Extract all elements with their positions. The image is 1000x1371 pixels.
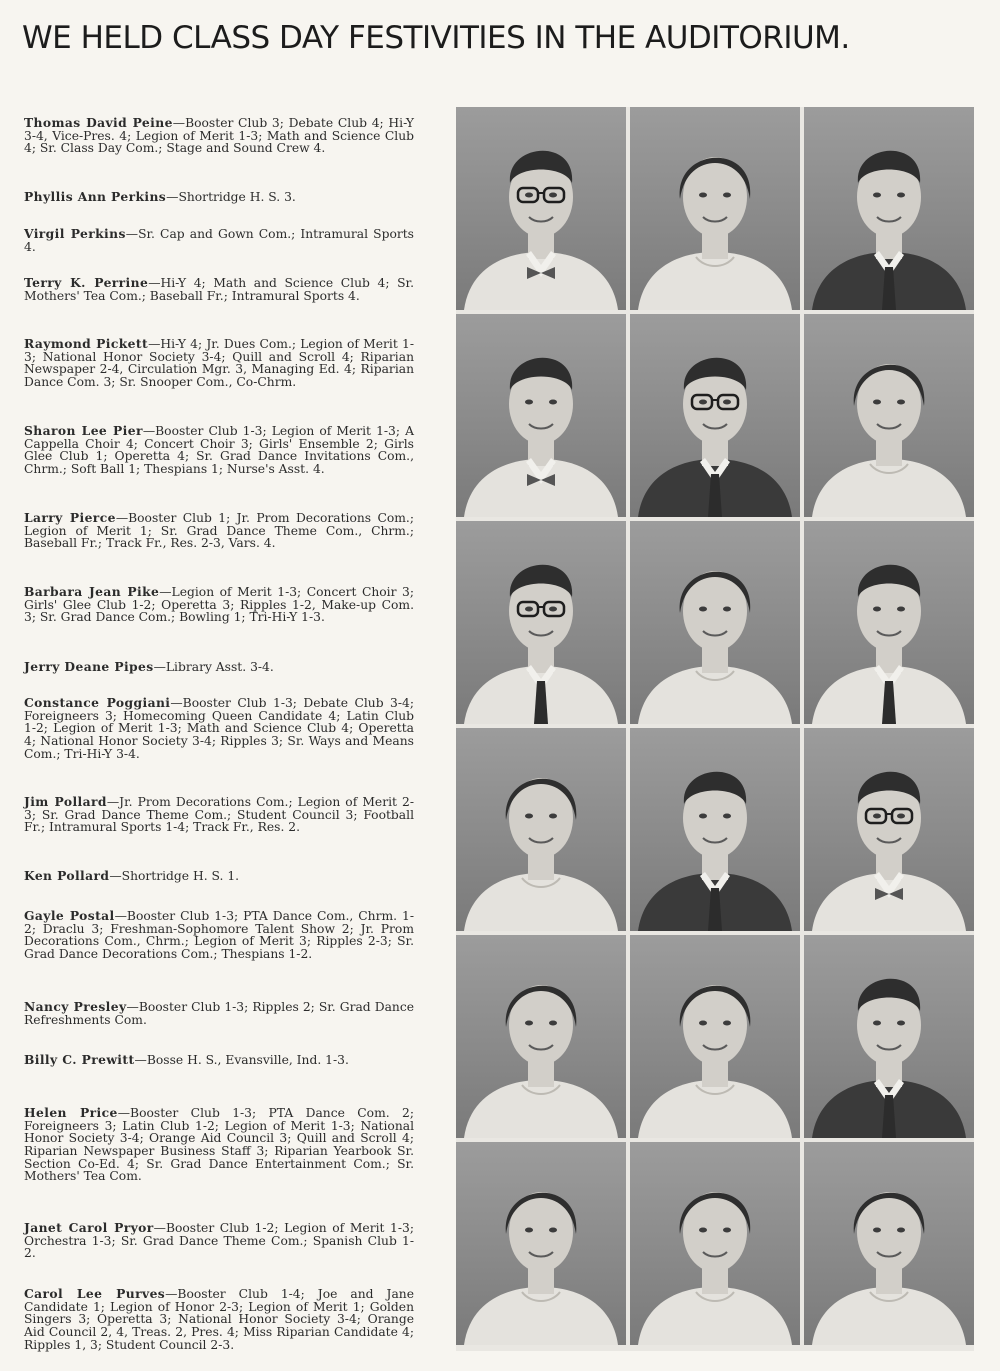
bio-text: —Shortridge H. S. 1. (109, 869, 240, 884)
student-portrait (456, 935, 626, 1138)
bio-entry (24, 870, 414, 883)
bio-entry (24, 1001, 414, 1026)
bio-name: Jim Pollard (24, 794, 107, 810)
bio-entry (24, 338, 414, 388)
student-portrait (456, 1142, 626, 1345)
bio-text: —Booster Club 1-2; Legion of Merit 1-3; Orchestra 1-3; Sr. Grad Dance Theme Com.; Spanish Club 1-2. (24, 1221, 414, 1261)
student-portrait (804, 521, 974, 724)
bio-text: —Shortridge H. S. 3. (166, 190, 296, 205)
bio-text: —Jr. Prom Decorations Com.; Legion of Merit 2-3; Sr. Grad Dance Theme Com.; Student Council 3; Football Fr.; Intramural Sports 1-4; Track Fr., Res. 2. (24, 795, 414, 835)
bio-name: Virgil Perkins (24, 226, 126, 242)
bio-entry (24, 512, 414, 550)
bio-text: —Booster Club 3; Debate Club 4; Hi-Y 3-4, Vice-Pres. 4; Legion of Merit 1-3; Math and Science Club 4; Sr. Class Day Com.; Stage and Sound Crew 4. (24, 116, 414, 156)
student-portrait (804, 107, 974, 310)
bio-text: —Bosse H. S., Evansville, Ind. 1-3. (134, 1053, 349, 1068)
bio-name: Sharon Lee Pier (24, 423, 143, 439)
bio-name: Ken Pollard (24, 868, 110, 884)
bio-name: Janet Carol Pryor (24, 1220, 154, 1236)
bio-name: Gayle Postal (24, 908, 115, 924)
bio-entry (24, 661, 414, 674)
bio-name: Larry Pierce (24, 510, 116, 526)
bio-text: —Booster Club 1-4; Joe and Jane Candidate 1; Legion of Honor 2-3; Legion of Merit 1; Golden Singers 3; Operetta 3; National Honor Society 3-4; Orange Aid Council 2, 4, Treas. 2, Pres. 4; Miss Riparian Candidate 4; Ripples 1, 3; Student Council 2-3. (24, 1287, 414, 1352)
bio-text: —Booster Club 1; Jr. Prom Decorations Com.; Legion of Merit 1; Sr. Grad Dance Theme Com., Chrm.; Baseball Fr.; Track Fr., Res. 2-3, Vars. 4. (24, 511, 414, 551)
student-portrait (630, 728, 800, 931)
bio-entry (24, 277, 414, 302)
bio-name: Carol Lee Purves (24, 1286, 166, 1302)
bio-entry (24, 191, 414, 204)
bio-text: —Library Asst. 3-4. (153, 660, 274, 675)
bio-entry (24, 796, 414, 834)
bio-entry (24, 697, 414, 760)
bio-entry (24, 1288, 414, 1351)
bio-text: —Sr. Cap and Gown Com.; Intramural Sports 4. (24, 227, 414, 254)
bio-text: —Hi-Y 4; Jr. Dues Com.; Legion of Merit 1-3; National Honor Society 3-4; Quill and Scroll 4; Riparian Newspaper 2-4, Circulation Mgr. 3, Managing Ed. 4; Riparian Dance Com. 3; Sr. Snooper Com., Co-Chrm. (24, 337, 414, 390)
bio-name: Nancy Presley (24, 999, 127, 1015)
bio-text: —Booster Club 1-3; Ripples 2; Sr. Grad Dance Refreshments Com. (24, 1000, 415, 1027)
bio-text: —Booster Club 1-3; Debate Club 3-4; Foreigneers 3; Homecoming Queen Candidate 4; Latin Club 1-2; Legion of Merit 1-3; Math and Science Club 4; Operetta 4; National Honor Society 3-4; Ripples 3; Sr. Ways and Means Com.; Tri-Hi-Y 3-4. (24, 696, 414, 761)
page-title: WE HELD CLASS DAY FESTIVITIES IN THE AUDITORIUM. (22, 20, 850, 56)
bio-name: Thomas David Peine (24, 115, 173, 131)
student-portrait (804, 1142, 974, 1345)
student-portrait (630, 1142, 800, 1345)
bio-text: —Booster Club 1-3; PTA Dance Com. 2; Foreigneers 3; Latin Club 1-2; Legion of Merit 1-3; National Honor Society 3-4; Orange Aid Council 3; Quill and Scroll 4; Riparian Newspaper Business Staff 3; Riparian Yearbook Sr. Section Co-Ed. 4; Sr. Grad Dance Entertainment Com.; Sr. Mothers' Tea Com. (24, 1106, 414, 1184)
bio-name: Billy C. Prewitt (24, 1052, 135, 1068)
student-portrait (804, 728, 974, 931)
bio-entry (24, 1054, 414, 1067)
bio-name: Barbara Jean Pike (24, 584, 160, 600)
student-portrait (456, 728, 626, 931)
bio-text: —Booster Club 1-3; PTA Dance Com., Chrm. 1-2; Draclu 3; Freshman-Sophomore Talent Show 2; Jr. Prom Decorations Com., Chrm.; Legion of Merit 3; Ripples 2-3; Sr. Grad Dance Decorations Com.; Thespians 1-2. (24, 909, 414, 962)
student-portrait (456, 521, 626, 724)
student-portrait (804, 935, 974, 1138)
bio-entry (24, 425, 414, 475)
bio-entry (24, 586, 414, 624)
bio-entry (24, 910, 414, 960)
bio-text: —Booster Club 1-3; Legion of Merit 1-3; A Cappella Choir 4; Concert Choir 3; Girls' Ensemble 2; Girls Glee Club 1; Operetta 4; Sr. Grad Dance Invitations Com., Chrm.; Soft Ball 1; Thespians 1; Nurse's Asst. 4. (24, 424, 414, 477)
bio-name: Helen Price (24, 1105, 118, 1121)
student-portrait (804, 314, 974, 517)
bio-name: Constance Poggiani (24, 695, 171, 711)
bio-text: —Hi-Y 4; Math and Science Club 4; Sr. Mothers' Tea Com.; Baseball Fr.; Intramural Sports 4. (24, 276, 414, 303)
student-portrait (630, 314, 800, 517)
bio-entry (24, 1222, 414, 1260)
bio-entry (24, 117, 414, 155)
bio-name: Raymond Pickett (24, 336, 149, 352)
student-portrait (456, 314, 626, 517)
student-portrait (630, 107, 800, 310)
bio-name: Phyllis Ann Perkins (24, 189, 167, 205)
student-portrait (630, 521, 800, 724)
bio-name: Jerry Deane Pipes (24, 659, 154, 675)
student-portrait (456, 107, 626, 310)
bio-entry (24, 1107, 414, 1183)
bio-name: Terry K. Perrine (24, 275, 149, 291)
bio-text: —Legion of Merit 1-3; Concert Choir 3; Girls' Glee Club 1-2; Operetta 3; Ripples 1-2, Make-up Com. 3; Sr. Grad Dance Com.; Bowling 1; Tri-Hi-Y 1-3. (24, 585, 414, 625)
portrait-grid (456, 107, 974, 1351)
student-portrait (630, 935, 800, 1138)
bio-entry (24, 228, 414, 253)
